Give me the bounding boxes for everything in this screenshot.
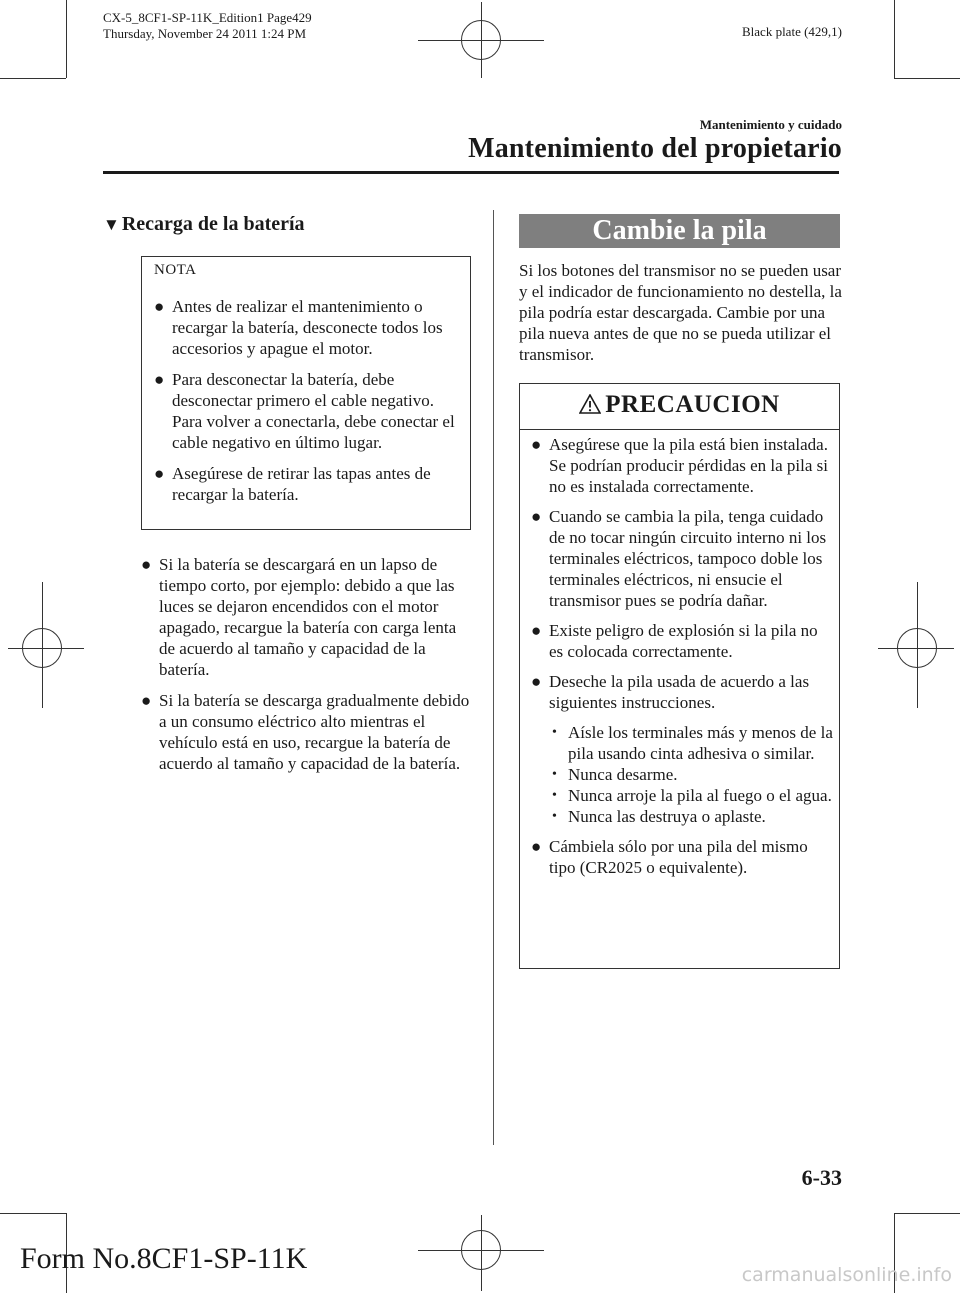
print-metadata [103, 10, 312, 42]
list-item: ● Antes de realizar el mantenimiento o recargar la batería, desconecte todos los accesorios y apague el motor. [154, 297, 443, 358]
subsection-heading [103, 213, 305, 236]
bullet-icon: ● [531, 837, 542, 856]
sub-list-item: • Nunca las destruya o aplaste. [552, 807, 766, 826]
triangle-down-icon: ▼ [103, 215, 120, 234]
header-rule [103, 171, 839, 174]
list-item: ● Si la batería se descarga gradualmente debido a un consumo eléctrico alto mientras el vehículo está en uso, recargue la batería de acuerdo al tamaño y capacidad de la batería. [141, 691, 470, 773]
sub-list-item: • Aísle los terminales más y menos de la pila usando cinta adhesiva o similar. [552, 723, 833, 763]
subsection-heading-text: Recarga de la batería [121, 213, 305, 235]
list-item: ● Para desconectar la batería, debe desconectar primero el cable negativo. Para volver a conectarla, debe conectar el cable negativo en último lugar. [154, 370, 455, 452]
chapter-title: Mantenimiento y cuidado [699, 117, 842, 132]
list-item: ● Asegúrese de retirar las tapas antes de recargar la batería. [154, 464, 431, 504]
bullet-icon: ● [141, 691, 152, 710]
page-number: 6-33 [801, 1165, 842, 1190]
form-number: Form No.8CF1-SP-11K [20, 1242, 308, 1275]
bullet-icon: ● [141, 555, 152, 574]
note-list [154, 296, 466, 515]
bullet-icon: ● [531, 435, 542, 454]
intro-paragraph: Si los botones del transmisor no se pueden usar y el indicador de funcionamiento no destella, la pila podría estar descargada. Cambie por una pila nueva antes de que no se pueda utilizar el transmisor. [519, 261, 842, 364]
list-item: ● Si la batería se descargará en un lapso de tiempo corto, por ejemplo: debido a que las luces se dejaron encendidos con el motor apagado, recargue la batería con carga lenta de acuerdo al tamaño y capacidad de la batería. [141, 555, 457, 679]
bullet-icon: ● [154, 297, 165, 316]
sub-list-item: • Nunca arroje la pila al fuego o el agua. [552, 786, 832, 805]
bullet-icon: ● [531, 672, 542, 691]
list-item: ● Asegúrese que la pila está bien instalada. Se podrían producir pérdidas en la pila si no es instalada correctamente. [531, 435, 829, 496]
watermark: carmanualsonline.info [741, 1264, 952, 1286]
column-divider [493, 210, 494, 1145]
plate-label: Black plate (429,1) [742, 24, 842, 39]
section-banner: Cambie la pila [519, 214, 840, 248]
warning-icon [579, 394, 601, 414]
caution-title [519, 391, 840, 419]
sub-bullet-icon: • [552, 788, 557, 803]
sub-bullet-icon: • [552, 725, 557, 740]
caution-title-text: PRECAUCION [605, 391, 780, 418]
note-title: NOTA [154, 262, 197, 278]
disposal-sublist [549, 722, 836, 827]
caution-rule [519, 429, 840, 430]
list-item: ● Cámbiela sólo por una pila del mismo tipo (CR2025 o equivalente). [531, 837, 808, 877]
list-item: ● Deseche la pila usada de acuerdo a las siguientes instrucciones. • Aísle los terminales más y menos de la pila usando cinta adhesiva o similar. • Nunca desarme. • Nunca arroje la pila al fuego o el agua. • Nunca las destruya o aplaste. [531, 671, 836, 827]
list-item: ● Existe peligro de explosión si la pila no es colocada correctamente. [531, 621, 818, 661]
sub-list-item: • Nunca desarme. [552, 765, 678, 784]
print-metadata-file: CX-5_8CF1-SP-11K_Edition1 Page429 [103, 10, 312, 25]
charging-list [141, 554, 475, 784]
sub-bullet-icon: • [552, 767, 557, 782]
section-title: Mantenimiento del propietario [468, 133, 842, 164]
caution-list [531, 434, 836, 887]
print-metadata-date: Thursday, November 24 2011 1:24 PM [103, 26, 307, 41]
sub-bullet-icon: • [552, 809, 557, 824]
bullet-icon: ● [531, 621, 542, 640]
bullet-icon: ● [154, 464, 165, 483]
bullet-icon: ● [154, 370, 165, 389]
bullet-icon: ● [531, 507, 542, 526]
list-item: ● Cuando se cambia la pila, tenga cuidado de no tocar ningún circuito interno ni los terminales eléctricos, tampoco doble los terminales eléctricos, ni ensucie el transmisor pues se podría dañar. [531, 507, 827, 610]
